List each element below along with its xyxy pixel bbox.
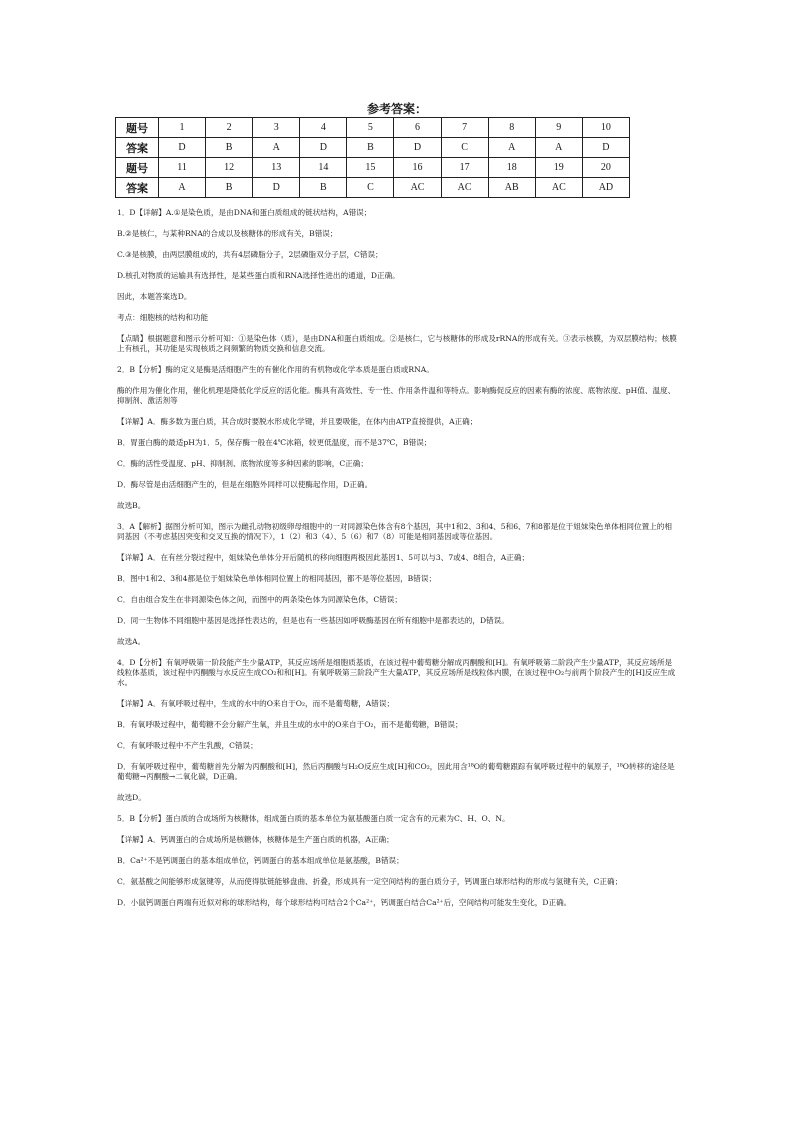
table-cell: 10	[582, 118, 629, 138]
answer-explanations	[117, 208, 679, 919]
table-cell: B	[300, 178, 347, 198]
paragraph: 【点睛】根据题意和图示分析可知：①是染色体（质），是由DNA和蛋白质组成。②是核仁，它与核糖体的形成及rRNA的形成有关。③表示核膜，为双层膜结构；核膜上有核孔，其功能是实现核质之间频繁的物质交换和信息交流。	[117, 334, 677, 353]
table-cell: 20	[582, 158, 629, 178]
paragraph: C．氨基酸之间能够形成氢键等，从而使得肽链能够盘曲、折叠，形成具有一定空间结构的蛋白质分子，钙调蛋白球形结构的形成与氢键有关，C正确；	[117, 877, 623, 886]
table-cell: 6	[394, 118, 441, 138]
paragraph: D．酶尽管是由活细胞产生的，但是在细胞外同样可以使酶起作用，D正确。	[117, 480, 373, 489]
paragraph: 考点：细胞核的结构和功能	[117, 313, 209, 322]
table-cell: 3	[253, 118, 300, 138]
paragraph: 【详解】A．有氧呼吸过程中，生成的水中的O来自于O₂，而不是葡萄糖，A错误；	[117, 699, 395, 708]
table-cell: D	[394, 138, 441, 158]
paragraph: C．有氧呼吸过程中不产生乳酸，C错误；	[117, 741, 258, 750]
paragraph: 4．D【分析】有氧呼吸第一阶段能产生少量ATP，其反应场所是细胞质基质，在该过程中葡萄糖分解成丙酮酸和[H]。有氧呼吸第二阶段产生少量ATP，其反应场所是线粒体基质，该过程中丙酮酸与水反应生成CO₂和和[H]。有氧呼吸第三阶段产生大量ATP，其反应场所是线粒体内膜，在该过程中O₂与前两个阶段产生的[H]反应生成水。	[117, 658, 676, 687]
table-cell: AD	[582, 178, 629, 198]
table-cell: 15	[347, 158, 394, 178]
paragraph: 1．D【详解】A.①是染色质，是由DNA和蛋白质组成的链状结构，A错误；	[117, 208, 372, 217]
paragraph: 故选B。	[117, 501, 146, 510]
paragraph: 故选A。	[117, 637, 146, 646]
table-cell: C	[441, 138, 488, 158]
table-cell: B	[347, 138, 394, 158]
answer-table	[115, 117, 630, 198]
paragraph: C．自由组合发生在非同源染色体之间，而图中的两条染色体为同源染色体，C错误；	[117, 595, 402, 604]
table-cell: A	[253, 138, 300, 158]
paragraph: C.③是核膜，由两层膜组成的，共有4层磷脂分子，2层磷脂双分子层，C错误；	[117, 250, 383, 259]
paragraph: 【详解】A．酶多数为蛋白质，其合成时要脱水形成化学键，并且要吸能，在体内由ATP直接提供，A正确；	[117, 417, 478, 426]
table-cell: 12	[206, 158, 253, 178]
table-cell: 7	[441, 118, 488, 138]
paragraph: D．有氧呼吸过程中，葡萄糖首先分解为丙酮酸和[H]，然后丙酮酸与H₂O反应生成[H]和CO₂，因此用含¹⁸O的葡萄糖跟踪有氧呼吸过程中的氧原子，¹⁸O转移的途径是葡萄糖→丙酮酸→二氧化碳，D正确。	[117, 762, 675, 781]
paragraph: 酶的作用为催化作用，催化机理是降低化学反应的活化能。酶具有高效性、专一性、作用条件温和等特点。影响酶促反应的因素有酶的浓度、底物浓度、pH值、温度、抑制剂、激活剂等	[117, 386, 676, 405]
table-cell: 16	[394, 158, 441, 178]
table-cell: AC	[535, 178, 582, 198]
table-cell: C	[347, 178, 394, 198]
paragraph: 5．B【分析】蛋白质的合成场所为核糖体，组成蛋白质的基本单位为氨基酸蛋白质一定含有的元素为C、H、O、N。	[117, 814, 510, 823]
paragraph: D.核孔对物质的运输具有选择性，是某些蛋白质和RNA选择性进出的通道，D正确。	[117, 271, 400, 280]
paragraph: B．胃蛋白酶的最适pH为1．5，保存酶一般在4℃冰箱，较更低温度，而不是37℃，B错误；	[117, 438, 432, 447]
table-row	[116, 138, 630, 158]
table-cell: 17	[441, 158, 488, 178]
table-cell: D	[159, 138, 206, 158]
table-cell: A	[159, 178, 206, 198]
table-cell: 5	[347, 118, 394, 138]
table-cell: B	[206, 138, 253, 158]
table-cell: AC	[394, 178, 441, 198]
table-cell: D	[253, 178, 300, 198]
table-cell: B	[206, 178, 253, 198]
table-cell: 19	[535, 158, 582, 178]
paragraph: 因此，本题答案选D。	[117, 292, 192, 301]
row-label: 题号	[116, 118, 159, 138]
paragraph: D．同一生物体不同细胞中基因是选择性表达的，但是也有一些基因如呼吸酶基因在所有细胞中是都表达的，D错误。	[117, 616, 509, 625]
paragraph: 【详解】A．在有丝分裂过程中，姐妹染色单体分开后随机的移向细胞两极因此基因1、5可以与3、7或4、8组合，A正确；	[117, 553, 530, 562]
table-cell: 9	[535, 118, 582, 138]
table-row	[116, 158, 630, 178]
table-cell: 2	[206, 118, 253, 138]
row-label: 答案	[116, 178, 159, 198]
table-cell: A	[535, 138, 582, 158]
paragraph: B．有氧呼吸过程中，葡萄糖不会分解产生氧，并且生成的水中的O来自于O₂，而不是葡萄糖，B错误；	[117, 720, 463, 729]
table-cell: 11	[159, 158, 206, 178]
table-row	[116, 118, 630, 138]
table-row	[116, 178, 630, 198]
paragraph: D．小鼠钙调蛋白两端有近似对称的球形结构，每个球形结构可结合2个Ca²⁺，钙调蛋白结合Ca²⁺后，空间结构可能发生变化，D正确。	[117, 898, 572, 907]
table-cell: 18	[488, 158, 535, 178]
paragraph: B．图中1和2、3和4都是位于姐妹染色单体相同位置上的相同基因，都不是等位基因，B错误；	[117, 574, 437, 583]
table-cell: D	[300, 138, 347, 158]
table-cell: 1	[159, 118, 206, 138]
page-title: 参考答案：	[366, 102, 427, 116]
table-cell: AC	[441, 178, 488, 198]
paragraph: 3．A【解析】据图分析可知，图示为雌孔动物初级卵母细胞中的一对同源染色体含有8个基因，其中1和2、3和4、5和6、7和8都是位于姐妹染色单体相同位置上的相同基因（不考虑基因突变和交叉互换的情况下），1（2）和3（4）、5（6）和7（8）可能是相同基因或等位基因。	[117, 522, 672, 541]
paragraph: 2．B【分析】酶的定义是酶是活细胞产生的有催化作用的有机物或化学本质是蛋白质或RNA。	[117, 365, 434, 374]
table-cell: 4	[300, 118, 347, 138]
table-cell: A	[488, 138, 535, 158]
table-cell: AB	[488, 178, 535, 198]
paragraph: 【详解】A．钙调蛋白的合成场所是核糖体，核糖体是生产蛋白质的机器，A正确；	[117, 835, 394, 844]
table-cell: 8	[488, 118, 535, 138]
row-label: 答案	[116, 138, 159, 158]
row-label: 题号	[116, 158, 159, 178]
paragraph: B.②是核仁，与某种RNA的合成以及核糖体的形成有关，B错误；	[117, 229, 338, 238]
paragraph: C．酶的活性受温度、pH、抑制剂、底物浓度等多种因素的影响，C正确；	[117, 459, 368, 468]
table-cell: 14	[300, 158, 347, 178]
table-cell: 13	[253, 158, 300, 178]
paragraph: 故选D。	[117, 793, 146, 802]
paragraph: B．Ca²⁺不是钙调蛋白的基本组成单位，钙调蛋白的基本组成单位是氨基酸，B错误；	[117, 856, 404, 865]
table-cell: D	[582, 138, 629, 158]
